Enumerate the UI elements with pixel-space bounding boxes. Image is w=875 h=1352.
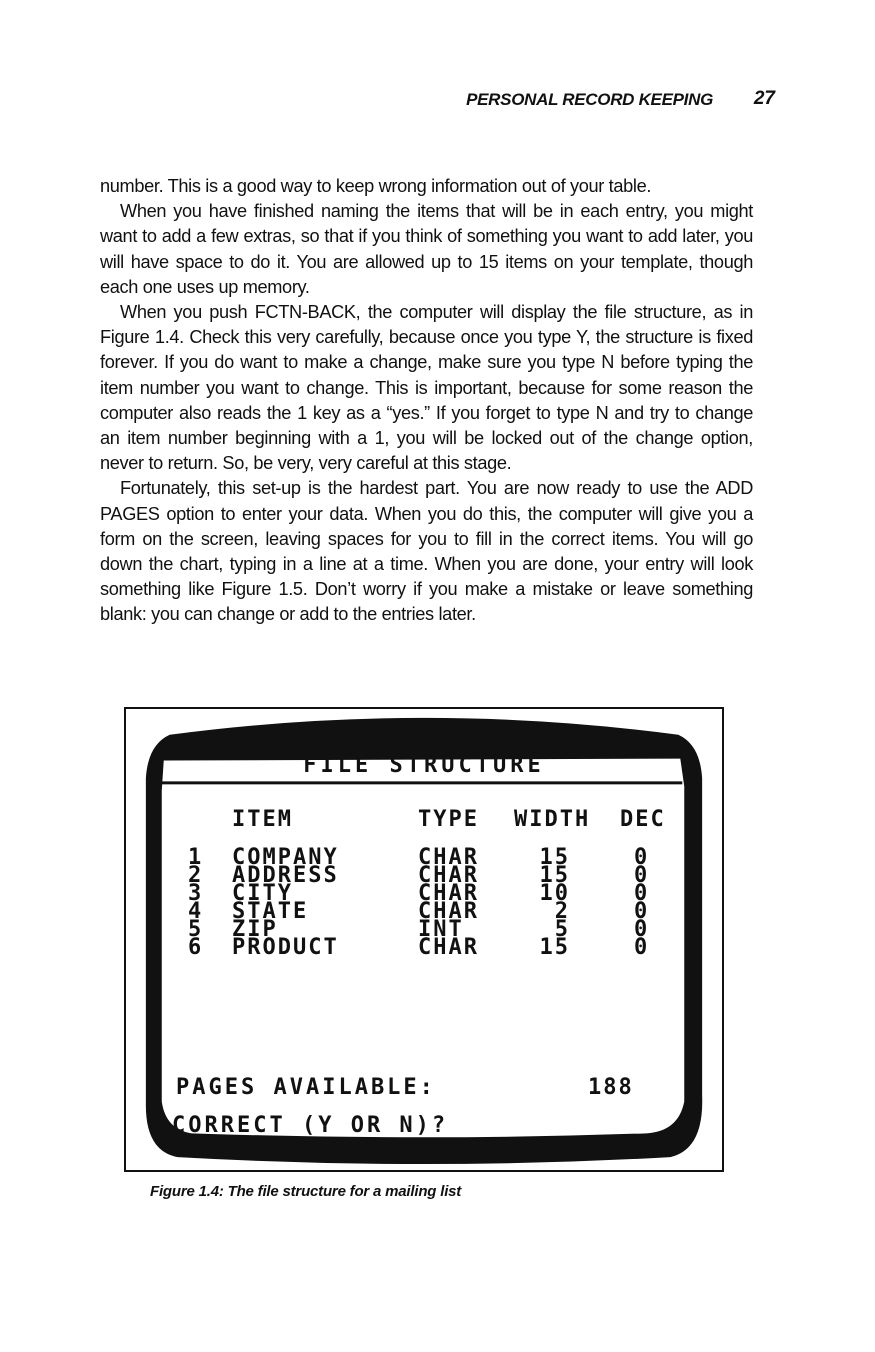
field-name: PRODUCT xyxy=(232,935,339,960)
field-name: CITY xyxy=(232,881,293,906)
paragraph-1: number. This is a good way to keep wrong information out of your table. xyxy=(100,176,652,196)
column-header-dec: DEC xyxy=(620,807,666,832)
field-type: CHAR xyxy=(418,863,479,888)
field-width: 15 xyxy=(539,935,570,960)
field-name: COMPANY xyxy=(232,845,339,870)
page-number: 27 xyxy=(753,88,775,109)
field-type: INT xyxy=(418,917,464,942)
column-header-type: TYPE xyxy=(418,807,479,832)
field-name: STATE xyxy=(232,899,309,924)
field-number: 4 xyxy=(188,899,204,924)
field-number: 6 xyxy=(188,935,204,960)
screen-title: FILE STRUCTURE xyxy=(303,753,545,778)
field-number: 1 xyxy=(188,845,204,870)
field-dec: 0 xyxy=(634,863,650,888)
field-width: 10 xyxy=(539,881,570,906)
file-structure-screen xyxy=(126,709,722,1170)
field-width: 15 xyxy=(539,863,570,888)
paragraph-3: When you push FCTN-BACK, the computer will display the file structure, as in Figure 1.4. Check this very carefully, because once you type Y, the structure is fixed forever. If you do want to make a change, make sure you type N before typing the item number you want to change. This is important, because for some reason the computer also reads the 1 key as a “yes.” If you forget to type N and try to change an item number beginning with a 1, you will be locked out of the change option, never to return. So, be very, very careful at this stage. xyxy=(100,302,753,474)
field-dec: 0 xyxy=(634,899,650,924)
running-head xyxy=(100,86,775,114)
field-width: 2 xyxy=(554,899,570,924)
field-row xyxy=(188,935,688,960)
body-text xyxy=(100,174,753,628)
column-header-width: WIDTH xyxy=(514,807,591,832)
paragraph-4: Fortunately, this set-up is the hardest part. You are now ready to use the ADD PAGES option to enter your data. When you do this, the computer will give you a form on the screen, leaving spaces for you to fill in the correct items. You will go down the chart, typing in a line at a time. When you are done, your entry will look something like Figure 1.5. Don’t worry if you make a mistake or leave something blank: you can change or add to the entries later. xyxy=(100,478,753,625)
field-type: CHAR xyxy=(418,881,479,906)
field-number: 2 xyxy=(188,863,204,888)
field-type: CHAR xyxy=(418,899,479,924)
figure-frame xyxy=(124,707,724,1172)
field-dec: 0 xyxy=(634,935,650,960)
field-width: 15 xyxy=(539,845,570,870)
field-number: 5 xyxy=(188,917,204,942)
pages-available-label: PAGES AVAILABLE: xyxy=(176,1075,436,1100)
figure-caption: Figure 1.4: The file structure for a mailing list xyxy=(150,1183,462,1200)
running-head-title: PERSONAL RECORD KEEPING xyxy=(466,90,713,109)
field-type: CHAR xyxy=(418,935,479,960)
field-name: ZIP xyxy=(232,917,278,942)
field-type: CHAR xyxy=(418,845,479,870)
field-list xyxy=(188,845,688,960)
field-name: ADDRESS xyxy=(232,863,339,888)
field-width: 5 xyxy=(554,917,570,942)
field-dec: 0 xyxy=(634,845,650,870)
field-dec: 0 xyxy=(634,881,650,906)
pages-available-value: 188 xyxy=(588,1075,634,1100)
column-header-item: ITEM xyxy=(232,807,293,832)
field-dec: 0 xyxy=(634,917,650,942)
confirm-prompt: CORRECT (Y OR N)? xyxy=(172,1113,449,1138)
field-number: 3 xyxy=(188,881,204,906)
paragraph-2: When you have finished naming the items that will be in each entry, you might want to add a few extras, so that if you think of something you want to add later, you will have space to do it. You are allowed up to 15 items on your template, though each one uses up memory. xyxy=(100,201,753,297)
